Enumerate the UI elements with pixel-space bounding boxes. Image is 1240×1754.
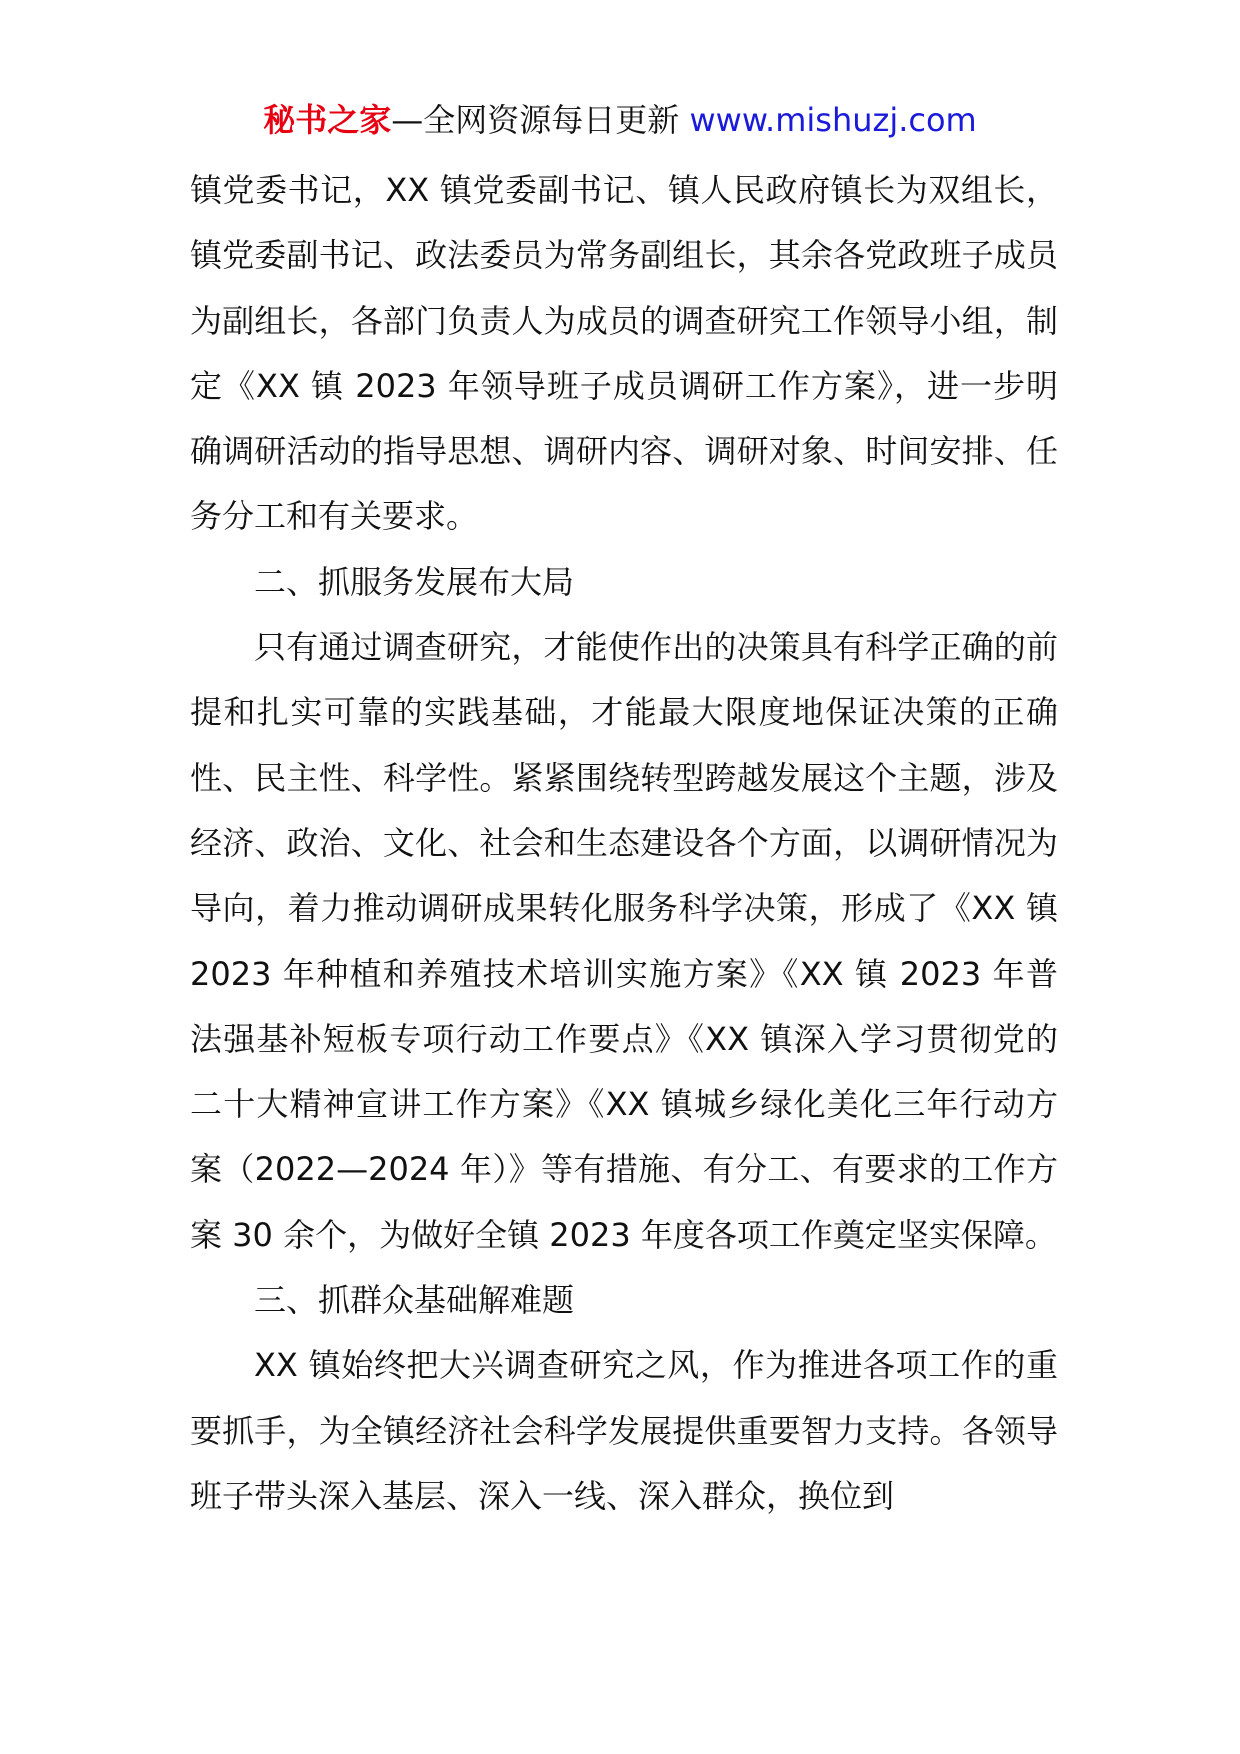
section-heading-3: 三、抓群众基础解难题 [254, 1281, 575, 1320]
paragraph: 只有通过调查研究，才能使作出的决策具有科学正确的前提和扎实可靠的实践基础，才能最大限度地保证决策的正确性、民主性、科学性。紧紧围绕转型跨越发展这个主题，涉及经济、政治、文化、社会和生态建设各个方面，以调研情况为导向，着力推动调研成果转化服务科学决策，形成了《XX 镇 2023 年种植和养殖技术培训实施方案》《XX 镇 2023 年普法强基补短板专项行动工作要点》《XX 镇深入学习贯彻党的二十大精神宣讲工作方案》《XX 镇城乡绿化美化三年行动方案（2022—2024 年）》等有措施、有分工、有要求的工作方案 30 余个，为做好全镇 2023 年度各项工作奠定坚实保障。 [190, 628, 1058, 1254]
header-website-link[interactable]: www.mishuzj.com [689, 101, 977, 139]
document-body [190, 158, 1058, 1529]
paragraph: XX 镇始终把大兴调查研究之风，作为推进各项工作的重要抓手，为全镇经济社会科学发展提供重要智力支持。各领导班子带头深入基层、深入一线、深入群众，换位到 [190, 1346, 1058, 1515]
header-brand: 秘书之家 [263, 101, 392, 139]
section-heading-2: 二、抓服务发展布大局 [254, 562, 575, 601]
page-header [0, 98, 1240, 142]
header-slogan: —全网资源每日更新 [391, 101, 690, 139]
paragraph-continued: 镇党委书记，XX 镇党委副书记、镇人民政府镇长为双组长，镇党委副书记、政法委员为常务副组长，其余各党政班子成员为副组长，各部门负责人为成员的调查研究工作领导小组，制定《XX 镇 2023 年领导班子成员调研工作方案》，进一步明确调研活动的指导思想、调研内容、调研对象、时间安排、任务分工和有关要求。 [190, 171, 1058, 536]
